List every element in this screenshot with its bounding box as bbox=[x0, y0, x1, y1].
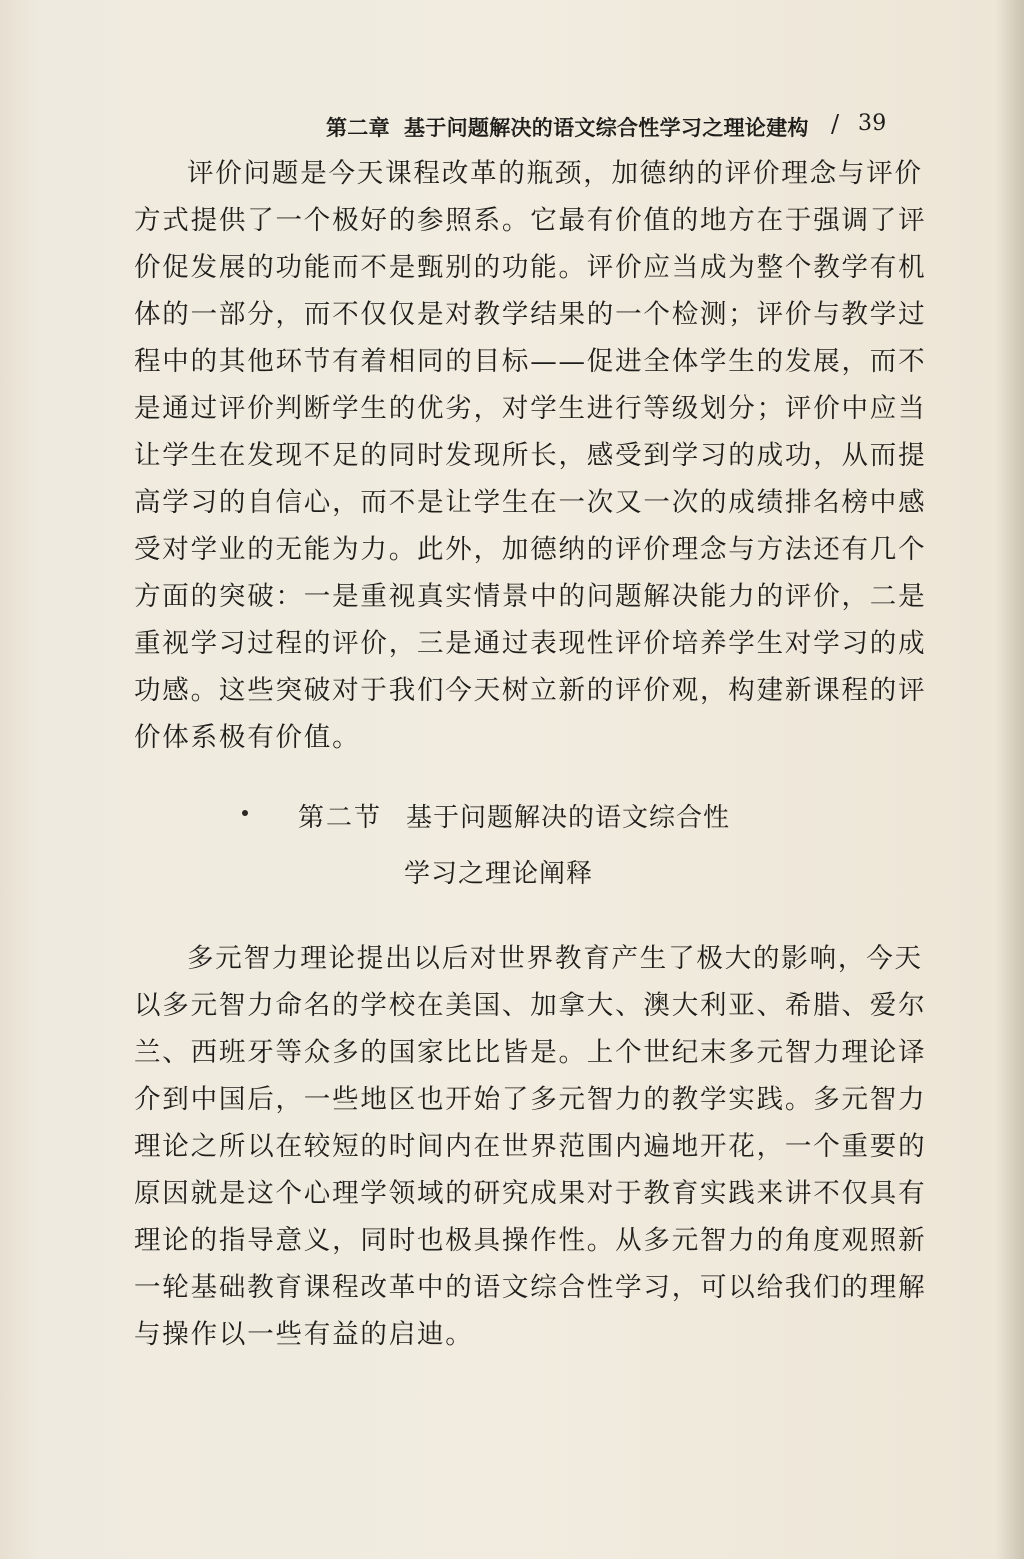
section-title-line2: 学习之理论阐释 bbox=[404, 859, 594, 889]
text-line: 方式提供了一个极好的参照系。它最有价值的地方在于强调了评 bbox=[134, 205, 927, 236]
running-head-title: 基于问题解决的语文综合性学习之理论建构 bbox=[404, 115, 809, 140]
text-line: 介到中国后，一些地区也开始了多元智力的教学实践。多元智力 bbox=[134, 1084, 927, 1115]
section-title-line1: 基于问题解决的语文综合性 bbox=[406, 803, 731, 833]
running-head bbox=[326, 112, 886, 144]
text-line: 体的一部分，而不仅仅是对教学结果的一个检测；评价与教学过 bbox=[134, 299, 927, 330]
page-number: 39 bbox=[858, 111, 887, 136]
text-line: 以多元智力命名的学校在美国、加拿大、澳大利亚、希腊、爱尔 bbox=[134, 990, 927, 1021]
paragraph-evaluation bbox=[134, 150, 927, 761]
text-line: 高学习的自信心，而不是让学生在一次又一次的成绩排名榜中感 bbox=[134, 487, 927, 518]
section-number: 第二节 bbox=[298, 803, 383, 833]
text-line: 一轮基础教育课程改革中的语文综合性学习，可以给我们的理解 bbox=[134, 1272, 927, 1303]
bullet-mark bbox=[242, 810, 248, 816]
text-line: 让学生在发现不足的同时发现所长，感受到学习的成功，从而提 bbox=[134, 440, 927, 471]
text-line: 程中的其他环节有着相同的目标——促进全体学生的发展，而不 bbox=[134, 346, 927, 377]
text-line: 是通过评价判断学生的优劣，对学生进行等级划分；评价中应当 bbox=[134, 393, 927, 424]
text-line: 重视学习过程的评价，三是通过表现性评价培养学生对学习的成 bbox=[134, 628, 927, 659]
text-line: 价体系极有价值。 bbox=[134, 722, 361, 753]
text-line: 兰、西班牙等众多的国家比比皆是。上个世纪末多元智力理论译 bbox=[134, 1037, 927, 1068]
text-line: 多元智力理论提出以后对世界教育产生了极大的影响，今天 bbox=[187, 943, 923, 974]
text-line: 理论的指导意义，同时也极具操作性。从多元智力的角度观照新 bbox=[134, 1225, 927, 1256]
text-line: 方面的突破：一是重视真实情景中的问题解决能力的评价，二是 bbox=[134, 581, 927, 612]
text-line: 与操作以一些有益的启迪。 bbox=[134, 1319, 474, 1350]
running-head-separator: / bbox=[831, 110, 840, 138]
paragraph-multiple-intelligences bbox=[134, 935, 927, 1358]
text-line: 原因就是这个心理学领域的研究成果对于教育实践来讲不仅具有 bbox=[134, 1178, 927, 1209]
page-edge-shadow bbox=[994, 0, 1024, 1559]
text-line: 理论之所以在较短的时间内在世界范围内遍地开花，一个重要的 bbox=[134, 1131, 927, 1162]
text-line: 价促发展的功能而不是甄别的功能。评价应当成为整个教学有机 bbox=[134, 252, 927, 283]
running-head-chapter: 第二章 bbox=[326, 115, 390, 140]
text-line: 受对学业的无能为力。此外，加德纳的评价理念与方法还有几个 bbox=[134, 534, 927, 565]
text-line: 功感。这些突破对于我们今天树立新的评价观，构建新课程的评 bbox=[134, 675, 927, 706]
text-line: 评价问题是今天课程改革的瓶颈，加德纳的评价理念与评价 bbox=[187, 158, 923, 189]
